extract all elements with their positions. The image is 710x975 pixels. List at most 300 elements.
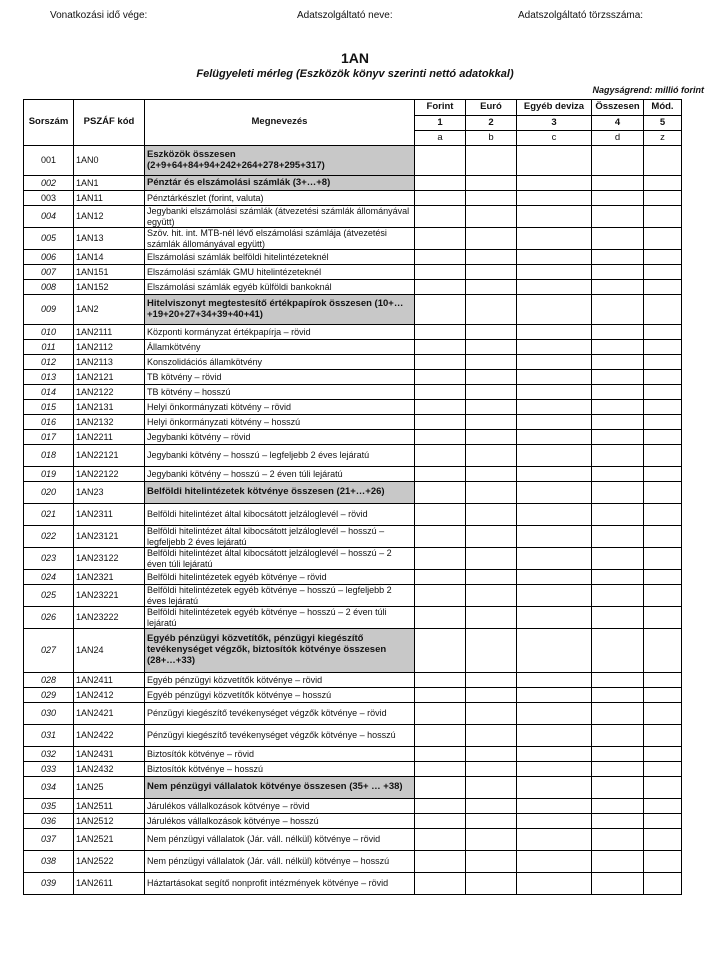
value-cell-euro[interactable] bbox=[466, 191, 517, 206]
value-cell-mod[interactable] bbox=[644, 873, 682, 895]
value-cell-mod[interactable] bbox=[644, 265, 682, 280]
col-num-5: 5 bbox=[644, 116, 682, 131]
value-cell-egyeb-deviza[interactable] bbox=[517, 526, 592, 548]
table-row bbox=[24, 467, 682, 482]
value-cell-forint[interactable] bbox=[415, 228, 466, 250]
value-cell-mod[interactable] bbox=[644, 799, 682, 814]
value-cell-mod[interactable] bbox=[644, 482, 682, 504]
value-cell-osszesen[interactable] bbox=[592, 703, 644, 725]
value-cell-osszesen[interactable] bbox=[592, 526, 644, 548]
value-cell-egyeb-deviza[interactable] bbox=[517, 799, 592, 814]
value-cell-euro[interactable] bbox=[466, 250, 517, 265]
value-cell-forint[interactable] bbox=[415, 146, 466, 176]
table-row bbox=[24, 295, 682, 325]
value-cell-egyeb-deviza[interactable] bbox=[517, 688, 592, 703]
value-cell-forint[interactable] bbox=[415, 385, 466, 400]
row-label: Egyéb pénzügyi közvetítők kötvénye – hosszú bbox=[145, 688, 415, 703]
value-cell-osszesen[interactable] bbox=[592, 851, 644, 873]
value-cell-egyeb-deviza[interactable] bbox=[517, 570, 592, 585]
value-cell-egyeb-deviza[interactable] bbox=[517, 829, 592, 851]
row-pszaf-code: 1AN2132 bbox=[74, 415, 145, 430]
value-cell-mod[interactable] bbox=[644, 415, 682, 430]
row-pszaf-code: 1AN2421 bbox=[74, 703, 145, 725]
row-number: 001 bbox=[24, 146, 74, 176]
value-cell-euro[interactable] bbox=[466, 445, 517, 467]
table-row bbox=[24, 206, 682, 228]
value-cell-euro[interactable] bbox=[466, 688, 517, 703]
row-number: 027 bbox=[24, 629, 74, 673]
value-cell-egyeb-deviza[interactable] bbox=[517, 206, 592, 228]
value-cell-egyeb-deviza[interactable] bbox=[517, 250, 592, 265]
value-cell-forint[interactable] bbox=[415, 206, 466, 228]
row-pszaf-code: 1AN11 bbox=[74, 191, 145, 206]
value-cell-euro[interactable] bbox=[466, 585, 517, 607]
row-pszaf-code: 1AN2522 bbox=[74, 851, 145, 873]
value-cell-forint[interactable] bbox=[415, 504, 466, 526]
value-cell-forint[interactable] bbox=[415, 250, 466, 265]
col-header-osszesen: Összesen bbox=[592, 100, 644, 116]
value-cell-euro[interactable] bbox=[466, 725, 517, 747]
value-cell-forint[interactable] bbox=[415, 295, 466, 325]
value-cell-euro[interactable] bbox=[466, 570, 517, 585]
value-cell-egyeb-deviza[interactable] bbox=[517, 814, 592, 829]
value-cell-euro[interactable] bbox=[466, 385, 517, 400]
row-label: Központi kormányzat értékpapírja – rövid bbox=[145, 325, 415, 340]
value-cell-euro[interactable] bbox=[466, 295, 517, 325]
row-number: 033 bbox=[24, 762, 74, 777]
value-cell-mod[interactable] bbox=[644, 385, 682, 400]
table-row bbox=[24, 799, 682, 814]
value-cell-egyeb-deviza[interactable] bbox=[517, 415, 592, 430]
value-cell-euro[interactable] bbox=[466, 176, 517, 191]
row-pszaf-code: 1AN23221 bbox=[74, 585, 145, 607]
row-label: Elszámolási számlák belföldi hitelintézeteknél bbox=[145, 250, 415, 265]
value-cell-mod[interactable] bbox=[644, 430, 682, 445]
value-cell-forint[interactable] bbox=[415, 725, 466, 747]
period-label: Vonatkozási idő vége: bbox=[50, 10, 148, 21]
value-cell-osszesen[interactable] bbox=[592, 370, 644, 385]
value-cell-osszesen[interactable] bbox=[592, 191, 644, 206]
value-cell-egyeb-deviza[interactable] bbox=[517, 355, 592, 370]
value-cell-osszesen[interactable] bbox=[592, 206, 644, 228]
row-pszaf-code: 1AN151 bbox=[74, 265, 145, 280]
value-cell-mod[interactable] bbox=[644, 688, 682, 703]
value-cell-osszesen[interactable] bbox=[592, 445, 644, 467]
value-cell-egyeb-deviza[interactable] bbox=[517, 607, 592, 629]
value-cell-egyeb-deviza[interactable] bbox=[517, 504, 592, 526]
value-cell-osszesen[interactable] bbox=[592, 295, 644, 325]
value-cell-egyeb-deviza[interactable] bbox=[517, 445, 592, 467]
col-num-4: 4 bbox=[592, 116, 644, 131]
value-cell-mod[interactable] bbox=[644, 325, 682, 340]
value-cell-mod[interactable] bbox=[644, 280, 682, 295]
value-cell-egyeb-deviza[interactable] bbox=[517, 340, 592, 355]
value-cell-euro[interactable] bbox=[466, 851, 517, 873]
table-row bbox=[24, 355, 682, 370]
table-row bbox=[24, 688, 682, 703]
value-cell-osszesen[interactable] bbox=[592, 176, 644, 191]
value-cell-egyeb-deviza[interactable] bbox=[517, 325, 592, 340]
table-body bbox=[24, 146, 682, 895]
row-label: Elszámolási számlák GMU hitelintézeteknél bbox=[145, 265, 415, 280]
value-cell-osszesen[interactable] bbox=[592, 430, 644, 445]
value-cell-egyeb-deviza[interactable] bbox=[517, 673, 592, 688]
value-cell-osszesen[interactable] bbox=[592, 829, 644, 851]
row-number: 017 bbox=[24, 430, 74, 445]
table-row bbox=[24, 829, 682, 851]
value-cell-osszesen[interactable] bbox=[592, 340, 644, 355]
row-number: 032 bbox=[24, 747, 74, 762]
value-cell-euro[interactable] bbox=[466, 673, 517, 688]
row-number: 012 bbox=[24, 355, 74, 370]
row-label: Helyi önkormányzati kötvény – rövid bbox=[145, 400, 415, 415]
value-cell-egyeb-deviza[interactable] bbox=[517, 265, 592, 280]
col-letter-d: d bbox=[592, 131, 644, 146]
value-cell-mod[interactable] bbox=[644, 747, 682, 762]
table-row bbox=[24, 873, 682, 895]
value-cell-mod[interactable] bbox=[644, 504, 682, 526]
value-cell-osszesen[interactable] bbox=[592, 607, 644, 629]
value-cell-euro[interactable] bbox=[466, 340, 517, 355]
value-cell-euro[interactable] bbox=[466, 482, 517, 504]
value-cell-forint[interactable] bbox=[415, 445, 466, 467]
row-number: 026 bbox=[24, 607, 74, 629]
value-cell-forint[interactable] bbox=[415, 191, 466, 206]
value-cell-forint[interactable] bbox=[415, 607, 466, 629]
value-cell-mod[interactable] bbox=[644, 548, 682, 570]
value-cell-osszesen[interactable] bbox=[592, 762, 644, 777]
row-label: Pénztár és elszámolási számlák (3+…+8) bbox=[145, 176, 415, 191]
value-cell-osszesen[interactable] bbox=[592, 873, 644, 895]
value-cell-forint[interactable] bbox=[415, 585, 466, 607]
value-cell-osszesen[interactable] bbox=[592, 777, 644, 799]
value-cell-forint[interactable] bbox=[415, 415, 466, 430]
value-cell-euro[interactable] bbox=[466, 548, 517, 570]
value-cell-forint[interactable] bbox=[415, 176, 466, 191]
value-cell-osszesen[interactable] bbox=[592, 385, 644, 400]
value-cell-euro[interactable] bbox=[466, 325, 517, 340]
col-header-euro: Euró bbox=[466, 100, 517, 116]
row-pszaf-code: 1AN1 bbox=[74, 176, 145, 191]
value-cell-euro[interactable] bbox=[466, 430, 517, 445]
value-cell-forint[interactable] bbox=[415, 829, 466, 851]
row-pszaf-code: 1AN2422 bbox=[74, 725, 145, 747]
value-cell-euro[interactable] bbox=[466, 265, 517, 280]
table-row bbox=[24, 548, 682, 570]
value-cell-mod[interactable] bbox=[644, 814, 682, 829]
value-cell-forint[interactable] bbox=[415, 325, 466, 340]
table-row bbox=[24, 430, 682, 445]
row-label: TB kötvény – rövid bbox=[145, 370, 415, 385]
row-label: Belföldi hitelintézetek kötvénye összesen (21+…+26) bbox=[145, 482, 415, 504]
value-cell-egyeb-deviza[interactable] bbox=[517, 851, 592, 873]
value-cell-mod[interactable] bbox=[644, 725, 682, 747]
value-cell-osszesen[interactable] bbox=[592, 355, 644, 370]
balance-sheet-table bbox=[23, 99, 682, 895]
value-cell-euro[interactable] bbox=[466, 607, 517, 629]
value-cell-forint[interactable] bbox=[415, 703, 466, 725]
value-cell-euro[interactable] bbox=[466, 415, 517, 430]
row-number: 014 bbox=[24, 385, 74, 400]
row-number: 020 bbox=[24, 482, 74, 504]
value-cell-osszesen[interactable] bbox=[592, 146, 644, 176]
value-cell-euro[interactable] bbox=[466, 873, 517, 895]
table-row bbox=[24, 191, 682, 206]
value-cell-egyeb-deviza[interactable] bbox=[517, 762, 592, 777]
value-cell-euro[interactable] bbox=[466, 280, 517, 295]
row-label: Jegybanki kötvény – hosszú – 2 éven túli lejáratú bbox=[145, 467, 415, 482]
value-cell-egyeb-deviza[interactable] bbox=[517, 430, 592, 445]
row-number: 011 bbox=[24, 340, 74, 355]
col-header-sorszam: Sorszám bbox=[24, 100, 74, 146]
value-cell-forint[interactable] bbox=[415, 265, 466, 280]
value-cell-egyeb-deviza[interactable] bbox=[517, 703, 592, 725]
value-cell-mod[interactable] bbox=[644, 526, 682, 548]
row-pszaf-code: 1AN2611 bbox=[74, 873, 145, 895]
value-cell-mod[interactable] bbox=[644, 673, 682, 688]
value-cell-euro[interactable] bbox=[466, 370, 517, 385]
value-cell-egyeb-deviza[interactable] bbox=[517, 280, 592, 295]
row-pszaf-code: 1AN2412 bbox=[74, 688, 145, 703]
value-cell-egyeb-deviza[interactable] bbox=[517, 467, 592, 482]
row-number: 024 bbox=[24, 570, 74, 585]
value-cell-egyeb-deviza[interactable] bbox=[517, 385, 592, 400]
table-row bbox=[24, 400, 682, 415]
row-pszaf-code: 1AN2511 bbox=[74, 799, 145, 814]
value-cell-osszesen[interactable] bbox=[592, 280, 644, 295]
row-pszaf-code: 1AN2321 bbox=[74, 570, 145, 585]
table-row bbox=[24, 228, 682, 250]
value-cell-egyeb-deviza[interactable] bbox=[517, 548, 592, 570]
value-cell-forint[interactable] bbox=[415, 355, 466, 370]
value-cell-egyeb-deviza[interactable] bbox=[517, 191, 592, 206]
value-cell-mod[interactable] bbox=[644, 400, 682, 415]
value-cell-mod[interactable] bbox=[644, 607, 682, 629]
value-cell-euro[interactable] bbox=[466, 829, 517, 851]
table-row bbox=[24, 777, 682, 799]
row-pszaf-code: 1AN14 bbox=[74, 250, 145, 265]
value-cell-osszesen[interactable] bbox=[592, 228, 644, 250]
col-num-3: 3 bbox=[517, 116, 592, 131]
value-cell-euro[interactable] bbox=[466, 777, 517, 799]
value-cell-euro[interactable] bbox=[466, 526, 517, 548]
value-cell-forint[interactable] bbox=[415, 430, 466, 445]
table-row bbox=[24, 504, 682, 526]
row-pszaf-code: 1AN23222 bbox=[74, 607, 145, 629]
value-cell-osszesen[interactable] bbox=[592, 415, 644, 430]
value-cell-forint[interactable] bbox=[415, 400, 466, 415]
value-cell-euro[interactable] bbox=[466, 814, 517, 829]
value-cell-forint[interactable] bbox=[415, 747, 466, 762]
row-pszaf-code: 1AN24 bbox=[74, 629, 145, 673]
value-cell-forint[interactable] bbox=[415, 688, 466, 703]
value-cell-forint[interactable] bbox=[415, 482, 466, 504]
value-cell-osszesen[interactable] bbox=[592, 325, 644, 340]
value-cell-euro[interactable] bbox=[466, 504, 517, 526]
col-letter-a: a bbox=[415, 131, 466, 146]
value-cell-egyeb-deviza[interactable] bbox=[517, 873, 592, 895]
value-cell-mod[interactable] bbox=[644, 176, 682, 191]
value-cell-forint[interactable] bbox=[415, 370, 466, 385]
value-cell-osszesen[interactable] bbox=[592, 400, 644, 415]
unit-label: Nagyságrend: millió forint bbox=[592, 85, 704, 95]
row-number: 021 bbox=[24, 504, 74, 526]
value-cell-mod[interactable] bbox=[644, 340, 682, 355]
row-number: 039 bbox=[24, 873, 74, 895]
row-number: 006 bbox=[24, 250, 74, 265]
value-cell-osszesen[interactable] bbox=[592, 570, 644, 585]
value-cell-forint[interactable] bbox=[415, 526, 466, 548]
row-number: 022 bbox=[24, 526, 74, 548]
value-cell-egyeb-deviza[interactable] bbox=[517, 747, 592, 762]
row-pszaf-code: 1AN23122 bbox=[74, 548, 145, 570]
value-cell-mod[interactable] bbox=[644, 762, 682, 777]
value-cell-forint[interactable] bbox=[415, 799, 466, 814]
row-label: Pénzügyi kiegészítő tevékenységet végzők kötvénye – rövid bbox=[145, 703, 415, 725]
table-row bbox=[24, 814, 682, 829]
row-pszaf-code: 1AN2432 bbox=[74, 762, 145, 777]
value-cell-egyeb-deviza[interactable] bbox=[517, 585, 592, 607]
value-cell-forint[interactable] bbox=[415, 814, 466, 829]
table-row bbox=[24, 607, 682, 629]
value-cell-osszesen[interactable] bbox=[592, 265, 644, 280]
value-cell-osszesen[interactable] bbox=[592, 725, 644, 747]
row-label: Konszolidációs államkötvény bbox=[145, 355, 415, 370]
value-cell-mod[interactable] bbox=[644, 629, 682, 673]
col-num-1: 1 bbox=[415, 116, 466, 131]
value-cell-mod[interactable] bbox=[644, 570, 682, 585]
row-number: 002 bbox=[24, 176, 74, 191]
value-cell-mod[interactable] bbox=[644, 777, 682, 799]
table-row bbox=[24, 673, 682, 688]
row-pszaf-code: 1AN2512 bbox=[74, 814, 145, 829]
value-cell-forint[interactable] bbox=[415, 629, 466, 673]
value-cell-euro[interactable] bbox=[466, 799, 517, 814]
value-cell-mod[interactable] bbox=[644, 585, 682, 607]
value-cell-forint[interactable] bbox=[415, 280, 466, 295]
value-cell-forint[interactable] bbox=[415, 673, 466, 688]
value-cell-euro[interactable] bbox=[466, 762, 517, 777]
value-cell-forint[interactable] bbox=[415, 467, 466, 482]
table-row bbox=[24, 146, 682, 176]
value-cell-euro[interactable] bbox=[466, 400, 517, 415]
value-cell-egyeb-deviza[interactable] bbox=[517, 295, 592, 325]
row-label: Szöv. hit. int. MTB-nél lévő elszámolási számlája (átvezetési számlák állományával együtt) bbox=[145, 228, 415, 250]
row-label: Egyéb pénzügyi közvetítők kötvénye – rövid bbox=[145, 673, 415, 688]
value-cell-osszesen[interactable] bbox=[592, 814, 644, 829]
table-row bbox=[24, 747, 682, 762]
value-cell-euro[interactable] bbox=[466, 747, 517, 762]
value-cell-osszesen[interactable] bbox=[592, 504, 644, 526]
value-cell-egyeb-deviza[interactable] bbox=[517, 400, 592, 415]
table-row bbox=[24, 370, 682, 385]
value-cell-egyeb-deviza[interactable] bbox=[517, 777, 592, 799]
row-label: Belföldi hitelintézet által kibocsátott jelzáloglevél – hosszú – 2 éven túli lejáratú bbox=[145, 548, 415, 570]
value-cell-osszesen[interactable] bbox=[592, 250, 644, 265]
row-number: 003 bbox=[24, 191, 74, 206]
value-cell-euro[interactable] bbox=[466, 146, 517, 176]
value-cell-mod[interactable] bbox=[644, 370, 682, 385]
row-number: 004 bbox=[24, 206, 74, 228]
row-number: 037 bbox=[24, 829, 74, 851]
value-cell-mod[interactable] bbox=[644, 445, 682, 467]
value-cell-euro[interactable] bbox=[466, 703, 517, 725]
table-row bbox=[24, 570, 682, 585]
value-cell-forint[interactable] bbox=[415, 762, 466, 777]
row-pszaf-code: 1AN2122 bbox=[74, 385, 145, 400]
value-cell-egyeb-deviza[interactable] bbox=[517, 725, 592, 747]
row-number: 018 bbox=[24, 445, 74, 467]
value-cell-osszesen[interactable] bbox=[592, 799, 644, 814]
row-number: 008 bbox=[24, 280, 74, 295]
value-cell-egyeb-deviza[interactable] bbox=[517, 370, 592, 385]
value-cell-forint[interactable] bbox=[415, 340, 466, 355]
value-cell-osszesen[interactable] bbox=[592, 688, 644, 703]
provider-name-label: Adatszolgáltató neve: bbox=[297, 10, 393, 21]
value-cell-egyeb-deviza[interactable] bbox=[517, 629, 592, 673]
value-cell-forint[interactable] bbox=[415, 548, 466, 570]
value-cell-egyeb-deviza[interactable] bbox=[517, 228, 592, 250]
value-cell-mod[interactable] bbox=[644, 467, 682, 482]
row-pszaf-code: 1AN2112 bbox=[74, 340, 145, 355]
value-cell-mod[interactable] bbox=[644, 250, 682, 265]
value-cell-forint[interactable] bbox=[415, 570, 466, 585]
row-pszaf-code: 1AN2113 bbox=[74, 355, 145, 370]
row-label: Járulékos vállalkozások kötvénye – rövid bbox=[145, 799, 415, 814]
value-cell-egyeb-deviza[interactable] bbox=[517, 146, 592, 176]
value-cell-mod[interactable] bbox=[644, 191, 682, 206]
row-number: 016 bbox=[24, 415, 74, 430]
value-cell-euro[interactable] bbox=[466, 355, 517, 370]
row-number: 010 bbox=[24, 325, 74, 340]
value-cell-osszesen[interactable] bbox=[592, 673, 644, 688]
value-cell-osszesen[interactable] bbox=[592, 747, 644, 762]
value-cell-forint[interactable] bbox=[415, 777, 466, 799]
value-cell-mod[interactable] bbox=[644, 146, 682, 176]
value-cell-mod[interactable] bbox=[644, 851, 682, 873]
value-cell-mod[interactable] bbox=[644, 355, 682, 370]
value-cell-euro[interactable] bbox=[466, 629, 517, 673]
value-cell-mod[interactable] bbox=[644, 295, 682, 325]
value-cell-euro[interactable] bbox=[466, 206, 517, 228]
value-cell-mod[interactable] bbox=[644, 206, 682, 228]
value-cell-egyeb-deviza[interactable] bbox=[517, 482, 592, 504]
row-label: Államkötvény bbox=[145, 340, 415, 355]
value-cell-osszesen[interactable] bbox=[592, 467, 644, 482]
value-cell-euro[interactable] bbox=[466, 228, 517, 250]
value-cell-osszesen[interactable] bbox=[592, 482, 644, 504]
value-cell-osszesen[interactable] bbox=[592, 548, 644, 570]
value-cell-mod[interactable] bbox=[644, 829, 682, 851]
table-row bbox=[24, 725, 682, 747]
row-number: 035 bbox=[24, 799, 74, 814]
row-number: 023 bbox=[24, 548, 74, 570]
value-cell-egyeb-deviza[interactable] bbox=[517, 176, 592, 191]
value-cell-forint[interactable] bbox=[415, 851, 466, 873]
value-cell-osszesen[interactable] bbox=[592, 629, 644, 673]
value-cell-forint[interactable] bbox=[415, 873, 466, 895]
table-row bbox=[24, 325, 682, 340]
value-cell-osszesen[interactable] bbox=[592, 585, 644, 607]
value-cell-mod[interactable] bbox=[644, 228, 682, 250]
value-cell-mod[interactable] bbox=[644, 703, 682, 725]
row-label: Jegybanki kötvény – rövid bbox=[145, 430, 415, 445]
col-header-megnevezes: Megnevezés bbox=[145, 100, 415, 146]
value-cell-euro[interactable] bbox=[466, 467, 517, 482]
row-label: Belföldi hitelintézetek egyéb kötvénye – hosszú – 2 éven túli lejáratú bbox=[145, 607, 415, 629]
row-label: Hitelviszonyt megtestesítő értékpapírok összesen (10+…+19+20+27+34+39+40+41) bbox=[145, 295, 415, 325]
table-row bbox=[24, 385, 682, 400]
